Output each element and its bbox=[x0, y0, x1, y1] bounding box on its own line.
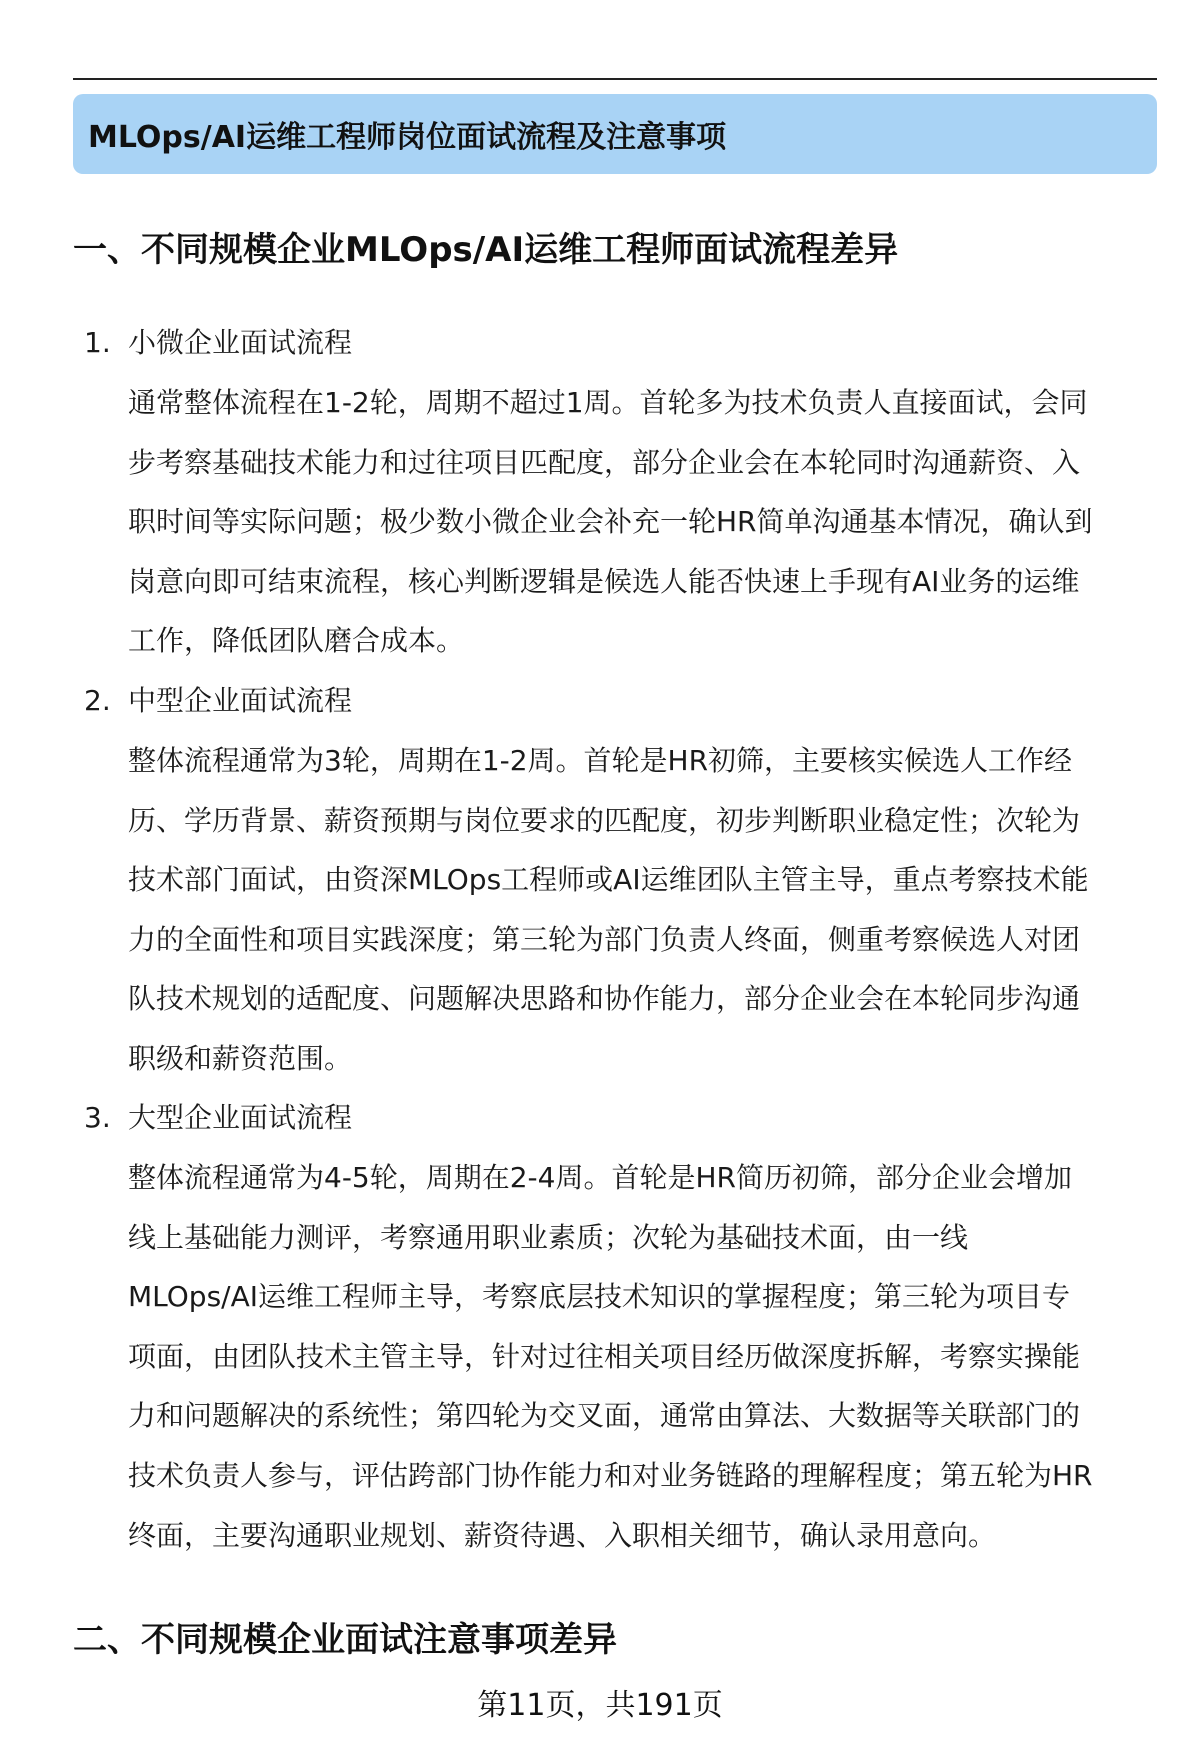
list-item-header bbox=[0, 671, 1200, 731]
list-item-title: 小微企业面试流程 bbox=[128, 326, 353, 359]
list-item-title: 中型企业面试流程 bbox=[128, 684, 353, 717]
list-item-body: 整体流程通常为3轮，周期在1-2周。首轮是HR初筛，主要核实候选人工作经 历、学历背景、薪资预期与岗位要求的匹配度，初步判断职业稳定性；次轮为 技术部门面试，由资深MLOps工程师或AI运维团队主管主导，重点考察技术能 力的全面性和项目实践深度；第三轮为部门负责人终面，侧重考察候选人对团 队技术规划的适配度、问题解决思路和协作能力，部分企业会在本轮同步沟通 职级和薪资范围。 bbox=[128, 744, 1089, 1075]
section-heading-1: 一、不同规模企业MLOps/AI运维工程师面试流程差异 bbox=[73, 230, 899, 270]
list-item bbox=[0, 1088, 1200, 1565]
document-title: MLOps/AI运维工程师岗位面试流程及注意事项 bbox=[88, 120, 727, 155]
list-item bbox=[0, 671, 1200, 1089]
section-heading-2: 二、不同规模企业面试注意事项差异 bbox=[73, 1620, 617, 1660]
list-item-header bbox=[0, 1088, 1200, 1148]
list-item-header bbox=[0, 313, 1200, 373]
list-item-title: 大型企业面试流程 bbox=[128, 1101, 353, 1134]
list-item bbox=[0, 313, 1200, 671]
title-banner bbox=[73, 94, 1157, 174]
list-item-number: 2. bbox=[84, 684, 111, 717]
list-item-number: 3. bbox=[84, 1101, 111, 1134]
list-item-body: 整体流程通常为4-5轮，周期在2-4周。首轮是HR简历初筛，部分企业会增加 线上基础能力测评，考察通用职业素质；次轮为基础技术面，由一线 MLOps/AI运维工程师主导，考察底层技术知识的掌握程度；第三轮为项目专 项面，由团队技术主管主导，针对过往相关项目经历做深度拆解，考察实操能 力和问题解决的系统性；第四轮为交叉面，通常由算法、大数据等关联部门的 技术负责人参与，评估跨部门协作能力和对业务链路的理解程度；第五轮为HR 终面，主要沟通职业规划、薪资待遇、入职相关细节，确认录用意向。 bbox=[128, 1161, 1093, 1552]
page-number-footer: 第11页，共191页 bbox=[477, 1688, 723, 1723]
list-item-number: 1. bbox=[84, 326, 111, 359]
top-rule bbox=[73, 78, 1157, 80]
list-item-body: 通常整体流程在1-2轮，周期不超过1周。首轮多为技术负责人直接面试，会同 步考察基础技术能力和过往项目匹配度，部分企业会在本轮同时沟通薪资、入 职时间等实际问题；极少数小微企业会补充一轮HR简单沟通基本情况，确认到 岗意向即可结束流程，核心判断逻辑是候选人能否快速上手现有AI业务的运维 工作，降低团队磨合成本。 bbox=[128, 386, 1093, 658]
